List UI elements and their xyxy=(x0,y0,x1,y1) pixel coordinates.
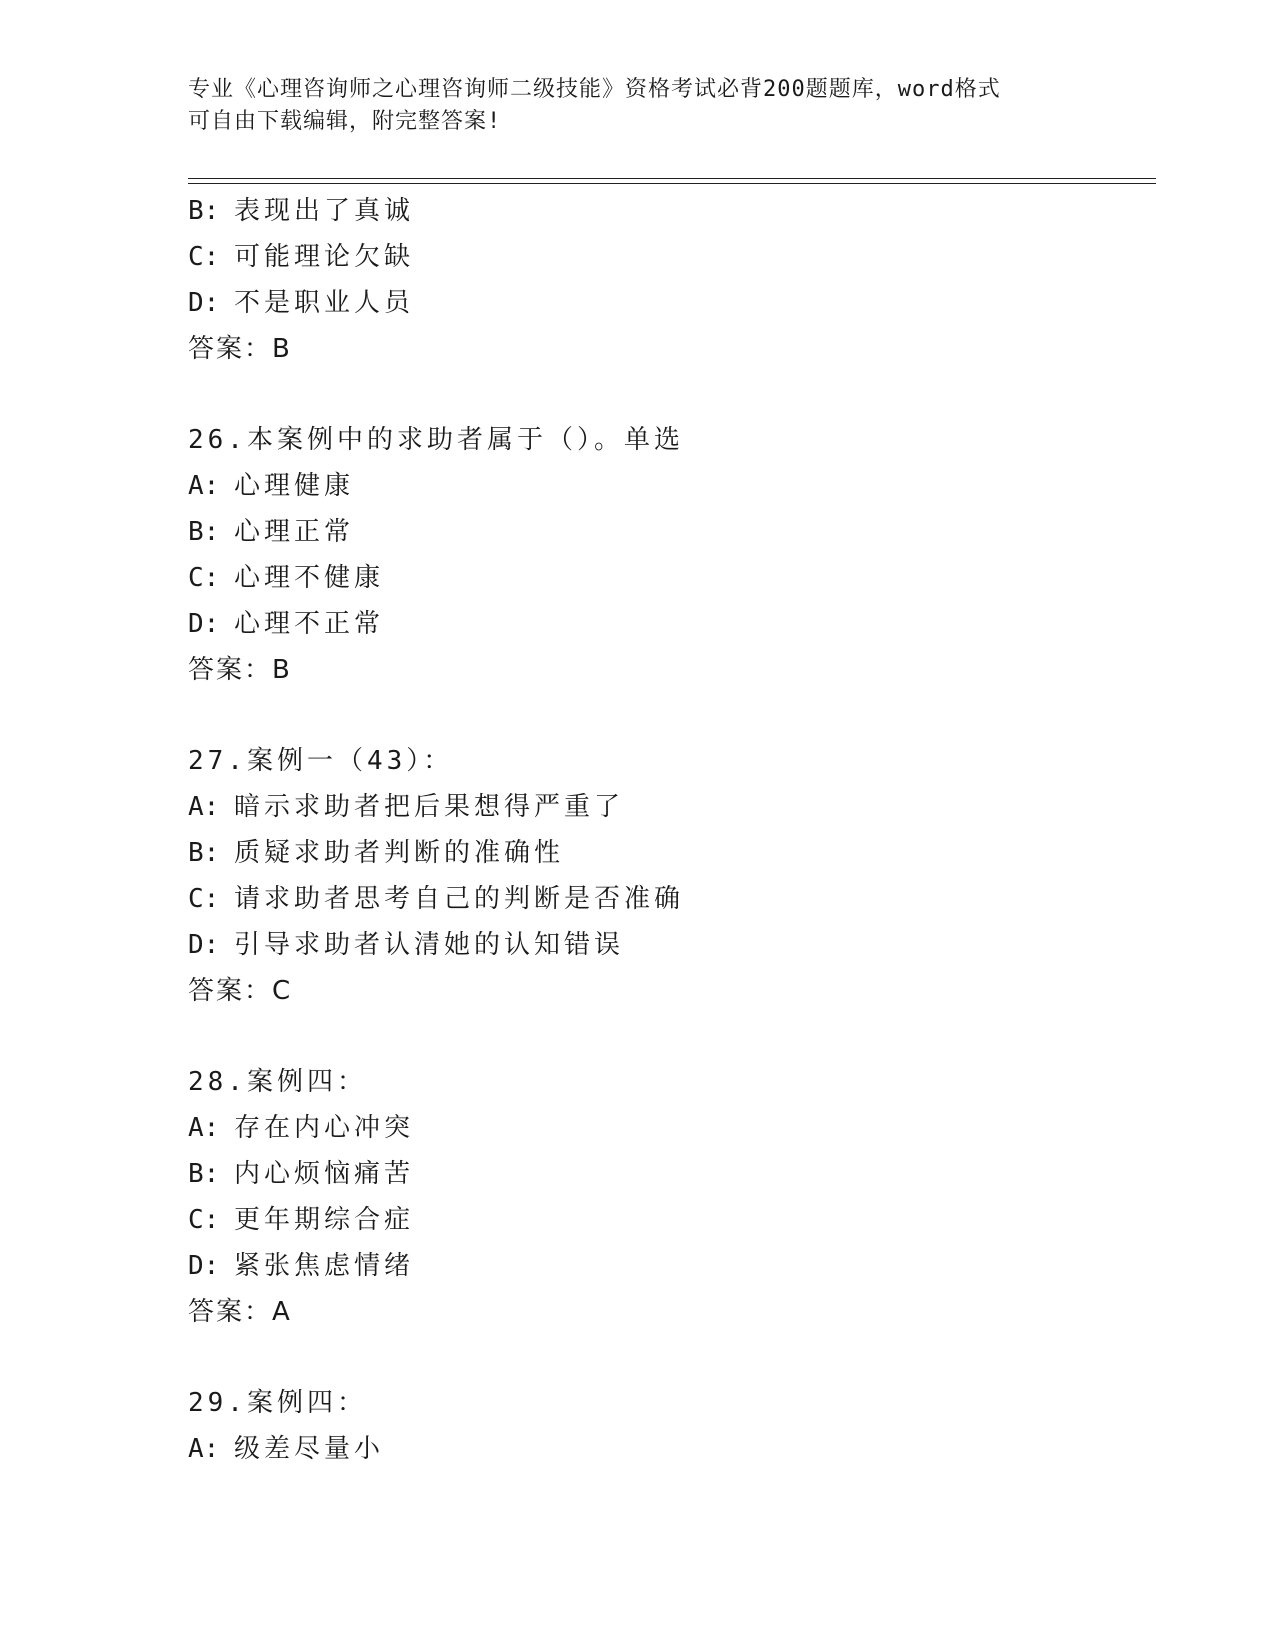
option-b: B: 内心烦恼痛苦 xyxy=(188,1159,415,1189)
option-a: A: 级差尽量小 xyxy=(188,1434,385,1464)
option-c: C: 请求助者思考自己的判断是否准确 xyxy=(188,884,685,914)
option-d: D: 紧张焦虑情绪 xyxy=(188,1251,415,1281)
header-title-line-1: 专业《心理咨询师之心理咨询师二级技能》资格考试必背200题题库，word格式 xyxy=(188,77,1001,102)
option-b: B: 表现出了真诚 xyxy=(188,196,415,226)
question-block-29 xyxy=(188,1380,1156,1472)
option-a: A: 暗示求助者把后果想得严重了 xyxy=(188,792,625,822)
option-c: C: 心理不健康 xyxy=(188,563,385,593)
question-block-26 xyxy=(188,417,1156,693)
question-stem: 26.本案例中的求助者属于（）。单选 xyxy=(188,425,684,455)
answer: 答案：B xyxy=(188,655,292,685)
answer: 答案：C xyxy=(188,976,293,1006)
question-stem: 28.案例四： xyxy=(188,1067,367,1097)
option-c: C: 更年期综合症 xyxy=(188,1205,415,1235)
option-a: A: 心理健康 xyxy=(188,471,355,501)
header-divider-top xyxy=(188,178,1156,179)
option-d: D: 引导求助者认清她的认知错误 xyxy=(188,930,625,960)
question-list xyxy=(188,188,1156,1472)
question-block-28 xyxy=(188,1059,1156,1335)
question-block-27 xyxy=(188,738,1156,1014)
option-d: D: 不是职业人员 xyxy=(188,288,415,318)
header-title-line-2: 可自由下载编辑，附完整答案! xyxy=(188,109,502,134)
question-stem: 29.案例四： xyxy=(188,1388,367,1418)
header-divider-bottom xyxy=(188,183,1156,184)
answer: 答案：B xyxy=(188,334,292,364)
option-b: B: 心理正常 xyxy=(188,517,355,547)
question-stem: 27.案例一（43）： xyxy=(188,746,454,776)
answer: 答案：A xyxy=(188,1297,292,1327)
document-header xyxy=(188,74,1088,138)
option-b: B: 质疑求助者判断的准确性 xyxy=(188,838,565,868)
option-d: D: 心理不正常 xyxy=(188,609,385,639)
option-a: A: 存在内心冲突 xyxy=(188,1113,415,1143)
option-c: C: 可能理论欠缺 xyxy=(188,242,415,272)
question-block-25 xyxy=(188,188,1156,372)
